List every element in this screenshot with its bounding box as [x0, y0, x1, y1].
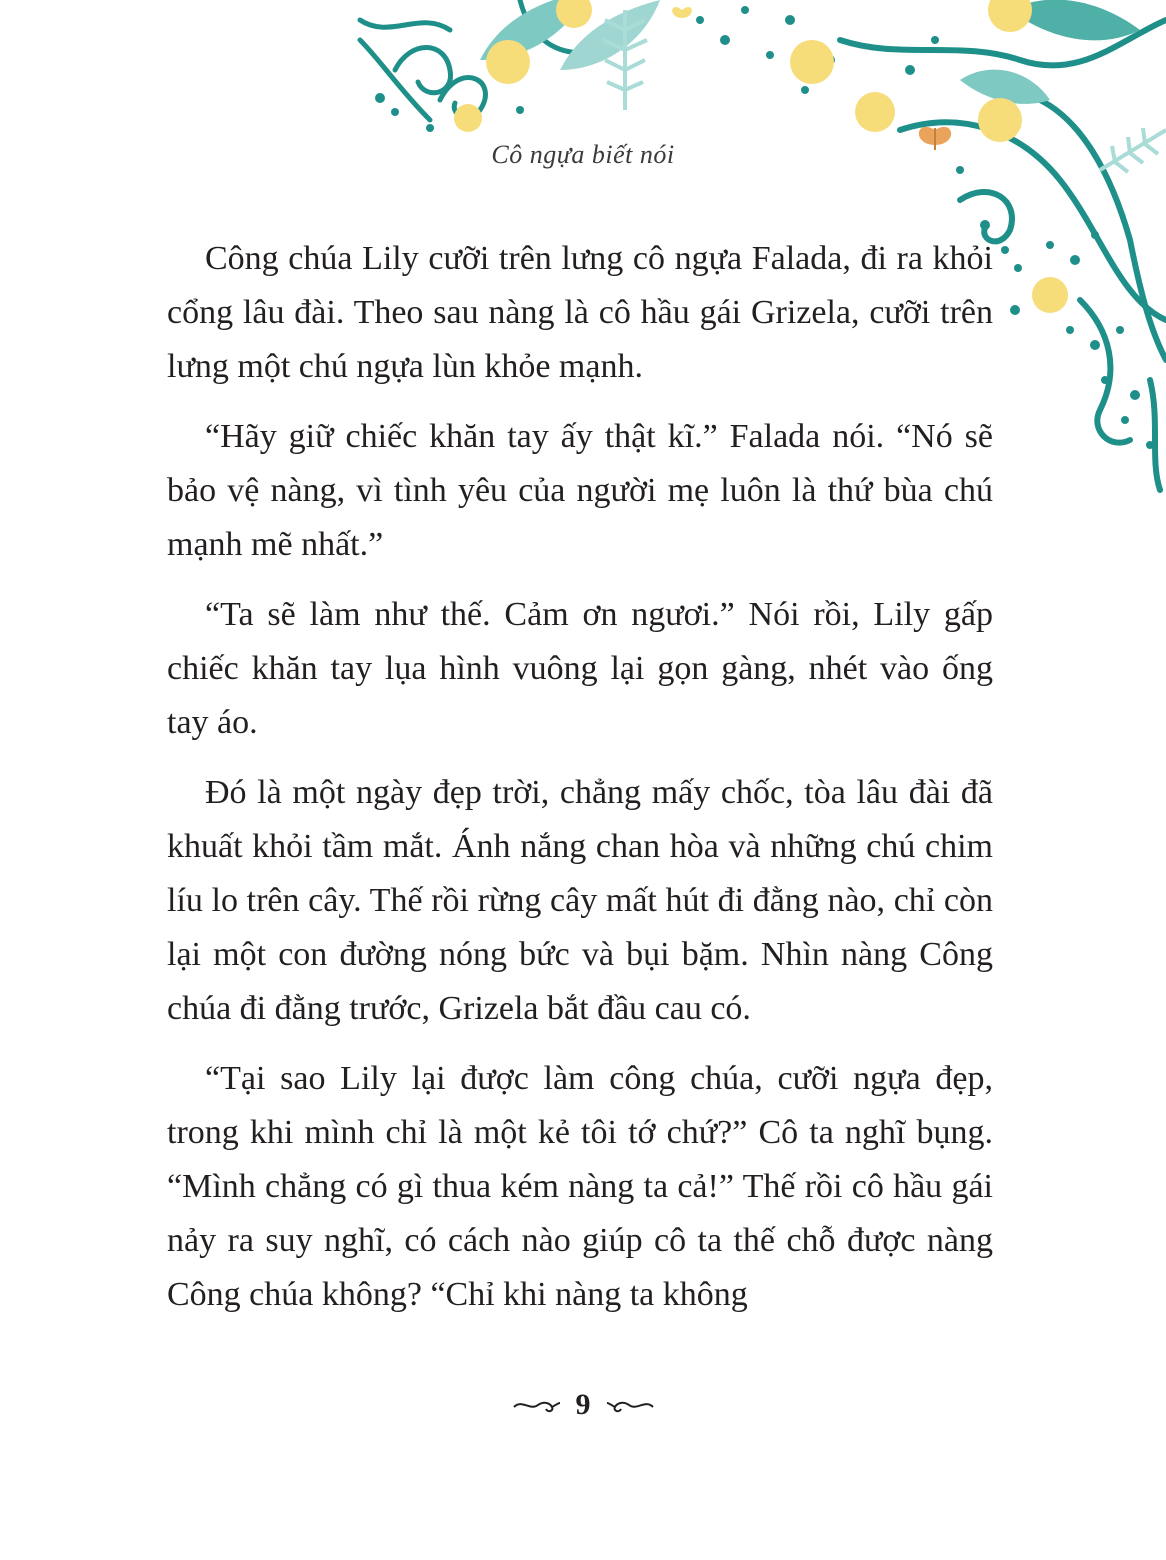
page-number: 9 — [575, 1388, 591, 1421]
running-title: Cô ngựa biết nói — [491, 140, 675, 169]
paragraph: “Tại sao Lily lại được làm công chúa, cưỡi ngựa đẹp, trong khi mình chỉ là một kẻ tôi tớ chứ?” Cô ta nghĩ bụng. “Mình chẳng có gì thua kém nàng ta cả!” Thế rồi cô hầu gái nảy ra suy nghĩ, có cách nào giúp cô ta thế chỗ được nàng Công chúa không? “Chỉ khi nàng ta không — [167, 1060, 993, 1313]
left-swirl-icon — [512, 1395, 562, 1415]
butterfly-icon — [672, 7, 692, 18]
page-footer — [0, 1388, 1166, 1422]
paragraph: Công chúa Lily cưỡi trên lưng cô ngựa Falada, đi ra khỏi cổng lâu đài. Theo sau nàng là cô hầu gái Grizela, cưỡi trên lưng một chú ngựa lùn khỏe mạnh. — [167, 240, 993, 385]
paragraph: “Hãy giữ chiếc khăn tay ấy thật kĩ.” Falada nói. “Nó sẽ bảo vệ nàng, vì tình yêu của người mẹ luôn là thứ bùa chú mạnh mẽ nhất.” — [167, 418, 993, 563]
right-swirl-icon — [605, 1395, 655, 1415]
paragraph: Đó là một ngày đẹp trời, chẳng mấy chốc, tòa lâu đài đã khuất khỏi tầm mắt. Ánh nắng chan hòa và những chú chim líu lo trên cây. Thế rồi rừng cây mất hút đi đằng nào, chỉ còn lại một con đường nóng bức và bụi bặm. Nhìn nàng Công chúa đi đằng trước, Grizela bắt đầu cau có. — [167, 774, 993, 1027]
paragraph: “Ta sẽ làm như thế. Cảm ơn ngươi.” Nói rồi, Lily gấp chiếc khăn tay lụa hình vuông lại gọn gàng, nhét vào ống tay áo. — [167, 596, 993, 741]
story-text — [167, 232, 993, 1338]
